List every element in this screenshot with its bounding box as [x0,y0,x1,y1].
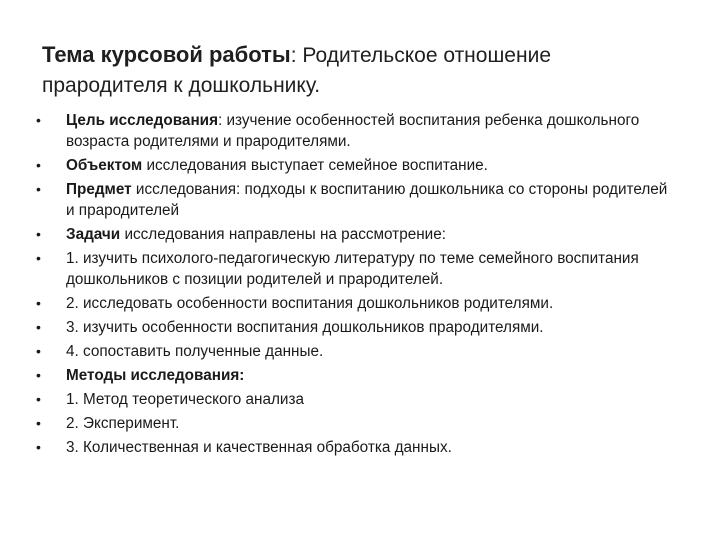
bullet-icon: • [36,112,41,128]
item-text: 3. изучить особенности воспитания дошкольников прародителями. [66,319,544,336]
item-text: 3. Количественная и качественная обработка данных. [66,439,452,456]
list-item [36,341,676,362]
list-item [36,413,676,434]
title-bold: Тема курсовой работы [42,42,291,67]
bullet-icon: • [36,391,41,407]
list-item [36,389,676,410]
item-text: 1. Метод теоретического анализа [66,391,304,408]
list-item [36,179,676,221]
list-item [36,224,676,245]
list-item [36,365,676,386]
item-bold: Задачи [66,226,121,243]
item-text: 2. исследовать особенности воспитания дошкольников родителями. [66,295,554,312]
bullet-icon: • [36,295,41,311]
item-text: 2. Эксперимент. [66,415,180,432]
item-text: 1. изучить психолого-педагогическую литературу по теме семейного воспитания дошкольников с позиции родителей и прародителей. [66,250,639,288]
item-bold: Цель исследования [66,112,219,129]
slide-title [42,40,682,101]
list-item [36,155,676,176]
bullet-icon: • [36,250,41,266]
item-text: исследования: подходы к воспитанию дошкольника со стороны родителей и прародителей [66,181,668,219]
bullet-list [36,110,676,461]
list-item [36,248,676,290]
item-bold: Объектом [66,157,143,174]
item-text: исследования выступает семейное воспитание. [142,157,488,174]
list-item [36,437,676,458]
bullet-icon: • [36,343,41,359]
item-text: исследования направлены на рассмотрение: [120,226,446,243]
item-text: : изучение особенностей воспитания ребенка дошкольного возраста родителями и прародителями. [66,112,640,150]
list-item [36,317,676,338]
item-bold: Предмет [66,181,132,198]
item-bold: Методы исследования: [66,367,245,384]
bullet-icon: • [36,439,41,455]
title-rest: : Родительское отношение прародителя к дошкольнику. [42,44,551,97]
item-text: 4. сопоставить полученные данные. [66,343,324,360]
list-item [36,293,676,314]
bullet-icon: • [36,415,41,431]
bullet-icon: • [36,319,41,335]
bullet-icon: • [36,367,41,383]
bullet-icon: • [36,226,41,242]
bullet-icon: • [36,181,41,197]
list-item [36,110,676,152]
bullet-icon: • [36,157,41,173]
